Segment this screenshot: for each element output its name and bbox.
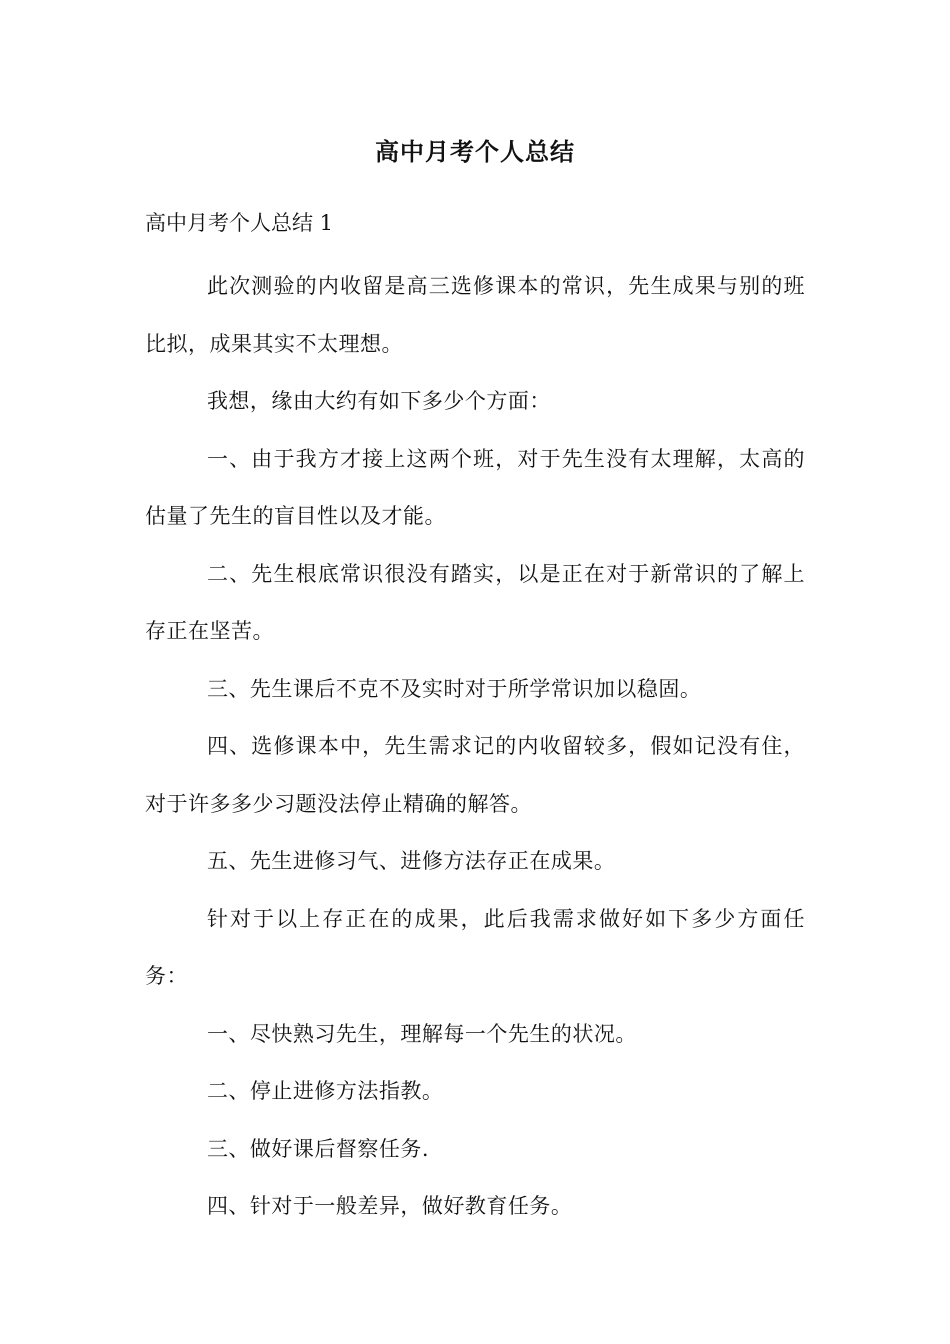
paragraph-1: 此次测验的内收留是高三选修课本的常识，先生成果与别的班比拟，成果其实不太理想。	[145, 274, 805, 356]
paragraph-4: 二、先生根底常识很没有踏实，以是正在对于新常识的了解上存正在坚苦。	[145, 561, 805, 643]
paragraph-6: 四、选修课本中，先生需求记的内收留较多，假如记没有住，对于许多多少习题没法停止精确的解答。	[145, 734, 805, 816]
paragraph-12: 四、针对于一般差异，做好教育任务。	[206, 1194, 573, 1218]
paragraph-9: 一、尽快熟习先生，理解每一个先生的状况。	[206, 1021, 637, 1046]
document-body	[145, 258, 805, 1236]
paragraph-7: 五、先生进修习气、进修方法存正在成果。	[206, 849, 616, 873]
paragraph-8: 针对于以上存正在的成果，此后我需求做好如下多少方面任务：	[145, 906, 805, 988]
paragraph-5: 三、先生课后不克不及实时对于所学常识加以稳固。	[206, 676, 702, 701]
paragraph-3: 一、由于我方才接上这两个班，对于先生没有太理解，太高的估量了先生的盲目性以及才能。	[145, 446, 805, 528]
document-title: 高中月考个人总结	[375, 137, 575, 166]
section-heading: 高中月考个人总结 1	[145, 211, 334, 235]
paragraph-10: 二、停止进修方法指教。	[206, 1079, 444, 1103]
paragraph-11: 三、做好课后督察任务.	[206, 1136, 430, 1161]
paragraph-2: 我想，缘由大约有如下多少个方面：	[206, 389, 551, 413]
